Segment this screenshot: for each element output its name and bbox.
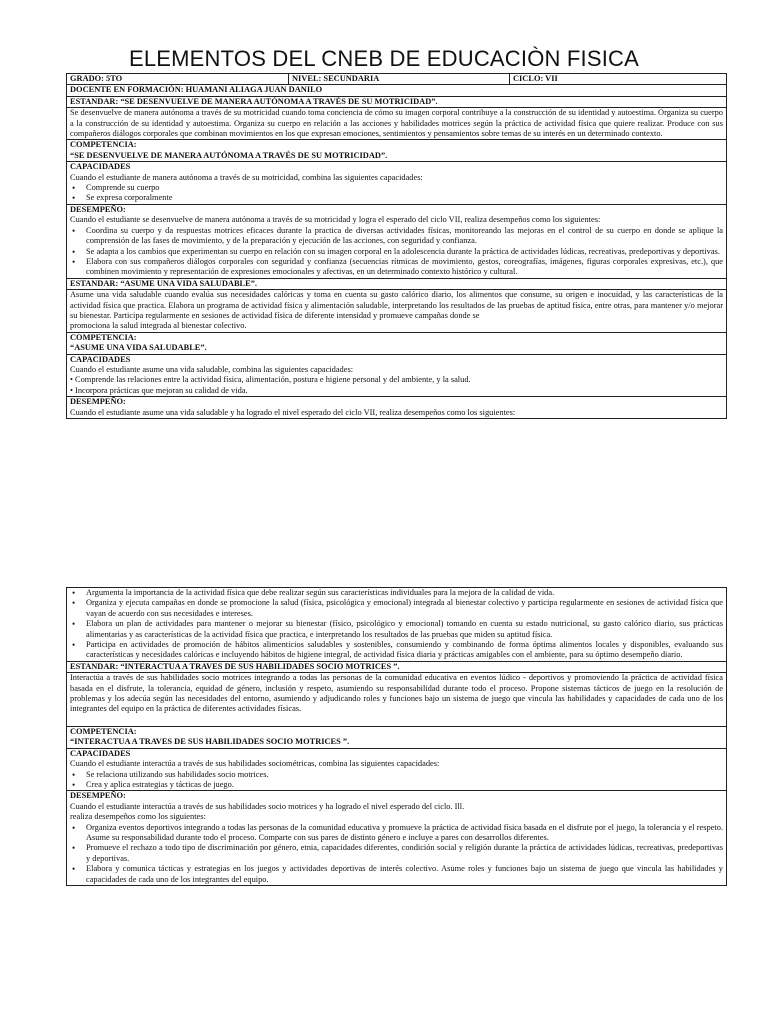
- competencia-3: [67, 726, 727, 748]
- estandar-2-text: [67, 290, 727, 333]
- competencia-2: [67, 332, 727, 354]
- list-item: • Elabora un plan de actividades para mantener o mejorar su bienestar (físico, psicológico y emocional) tomando en cuenta su estado nutricional, su gasto calórico diario, sus prácticas alimentarias y as características de la actividad física que practica, e interpretando los resultados de las pruebas que miden su aptitud física.: [70, 619, 723, 640]
- capacidades-2-label: CAPACIDADES: [70, 354, 131, 364]
- grado-cell: GRADO: 5TO: [67, 74, 289, 85]
- desempeno-2-list: [67, 588, 727, 662]
- list-item: • Elabora y comunica tácticas y estrategias en los juegos y actividades deportivas de interés colectivo. Asume roles y funciones bajo un sistema de juego que vincula las habilidades y capacidades de cada uno de los integrantes del equipo.: [70, 864, 723, 885]
- list-item: • Organiza y ejecuta campañas en donde se promocione la salud (física, psicológica y emocional) integrada al bienestar colectivo y participa regularmente en sesiones de actividad física que vayan de acuerdo con sus necesidades e intereses.: [70, 598, 723, 619]
- list-item: • Elabora con sus compañeros diálogos corporales con seguridad y confianza (secuencias rítmicas de movimiento, gestos, coreografías, imágenes, figuras corporales expresivas, etc.), que combinen movimiento y representación de expresiones emocionales y afectivas, en un determinado contexto histórico y cultural.: [70, 257, 723, 278]
- docente-cell: DOCENTE EN FORMACIÓN: HUAMANI ALIAGA JUAN DANILO: [67, 85, 727, 96]
- competencia-3-name: “INTERACTUA A TRAVES DE SUS HABILIDADES SOCIO MOTRICES ”.: [70, 737, 350, 747]
- list-item: • Crea y aplica estrategias y tácticas de juego.: [70, 780, 723, 790]
- competencia-1-name: “SE DESENVUELVE DE MANERA AUTÓNOMA A TRAVÉS DE SU MOTRICIDAD”.: [70, 150, 388, 160]
- desempeno-1: [67, 204, 727, 278]
- estandar-3-title: ESTANDAR: “INTERACTUA A TRAVES DE SUS HABILIDADES SOCIO MOTRICES ”.: [67, 661, 727, 672]
- estandar-1-title: ESTANDAR: “SE DESENVUELVE DE MANERA AUTÓNOMA A TRAVÉS DE SU MOTRICIDAD”.: [67, 96, 727, 107]
- estandar-3-text: Interactúa a través de sus habilidades socio motrices integrando a todas las personas de la comunidad educativa en eventos lúdico - deportivos y promoviendo la práctica de actividad física basada en el disfrute, la tolerancia, equidad de género, inclusión y respeto, asumiendo su responsabilidad durante todo el proceso. Propone sistemas tácticos de juego en la resolución de problemas y los adecúa según las necesidades del entorno, asumiendo y adjudicando roles y funciones bajo un sistema de juego que vincula las habilidades y capacidades de cada uno de los integrantes del equipo en la práctica de diferentes actividades físicas.: [67, 673, 727, 727]
- list-item: • Coordina su cuerpo y da respuestas motrices eficaces durante la practica de diversas actividades físicas, monitoreando las mejoras en el control de su cuerpo en donde se aplique la comprensión de las fases de movimiento, y de la preparación y ejecución de las acciones, con seguridad y confianza.: [70, 226, 723, 247]
- competencia-1: [67, 140, 727, 162]
- desempeno-3-intro-2: realiza desempeños como los siguientes:: [70, 812, 206, 822]
- list-item: • Participa en actividades de promoción de hábitos alimenticios saludables y sostenibles, consumiendo y combinando de forma óptima alimentos locales y disponibles, evaluando sus características y necesidades calóricas e incluyendo hábitos de higiene integral, de actividad física diaria y prácticas amigables con el ambiente, para su óptimo desempeño diario.: [70, 640, 723, 661]
- capacidades-2: [67, 354, 727, 397]
- competencia-1-label: COMPETENCIA:: [70, 140, 137, 150]
- estandar-1-text: Se desenvuelve de manera autónoma a través de su motricidad cuando toma conciencia de cómo su imagen corporal contribuye a la construcción de su identidad y autoestima. Organiza su cuerpo a la construcción de su identidad y autoestima. Organiza su cuerpo en relación a las acciones y habilidades motrices según la práctica de actividad física que quiere realizar. Produce con sus compañeros diálogos corporales que combinan movimientos en los que expresan emociones, sentimientos y pensamientos sobre temas de su interés en un determinado contexto.: [67, 108, 727, 140]
- list-item: • Se relaciona utilizando sus habilidades socio motrices.: [70, 770, 723, 780]
- desempeno-2-intro: Cuando el estudiante asume una vida saludable y ha logrado el nivel esperado del ciclo VII, realiza desempeños como los siguientes:: [70, 407, 516, 417]
- list-item: • Se adapta a los cambios que experimentan su cuerpo en relación con su imagen corporal en la adolescencia durante la práctica de actividades lúdicas, recreativas, predeportivas y deportivas.: [70, 247, 723, 257]
- estandar-2-paragraph-end: promociona la salud integrada al bienestar colectivo.: [70, 321, 247, 331]
- ciclo-cell: CICLO: VII: [510, 74, 727, 85]
- capacidades-3-intro: Cuando el estudiante interactúa a través de sus habilidades sociométricas, combina las siguientes capacidades:: [70, 759, 440, 769]
- page-title: ELEMENTOS DEL CNEB DE EDUCACIÒN FISICA: [128, 46, 640, 71]
- nivel-cell: NIVEL: SECUNDARIA: [289, 74, 510, 85]
- desempeno-2-header: [67, 397, 727, 419]
- list-item: • Promueve el rechazo a todo tipo de discriminación por género, etnia, capacidades diferentes, condición social y religión durante la práctica de actividades lúdicas, recreativas, predeportivas y deportivas.: [70, 843, 723, 864]
- desempeno-3-label: DESEMPEÑO:: [70, 791, 126, 801]
- header-row: [67, 74, 727, 85]
- list-item: • Organiza eventos deportivos integrando a todas las personas de la comunidad educativa y promueve la práctica de actividad física basada en el disfrute por el juego, la tolerancia y el respeto. Asume su responsabilidad durante todo el proceso. Comparte con sus pares de distinto género e incluye a pares con desarrollos diferentes.: [70, 823, 723, 844]
- list-item: • Se expresa corporalmente: [70, 193, 723, 203]
- list-item: • Argumenta la importancia de la actividad física que debe realizar según sus características individuales para la mejora de la calidad de vida.: [70, 588, 723, 598]
- capacidades-2-intro: Cuando el estudiante asume una vida saludable, combina las siguientes capacidades:: [70, 364, 354, 374]
- capacidades-1: [67, 162, 727, 205]
- list-item: • Comprende su cuerpo: [70, 183, 723, 193]
- capacidades-2-line: • Incorpora prácticas que mejoran su calidad de vida.: [70, 385, 248, 395]
- desempeno-3: [67, 791, 727, 886]
- desempeno-1-intro: Cuando el estudiante se desenvuelve de manera autónoma a través de su motricidad y logra el esperado del ciclo VII, realiza desempeños como los siguientes:: [70, 215, 601, 225]
- desempeno-3-intro: Cuando el estudiante interactúa a través de sus habilidades socio motrices y ha logrado el nivel esperado del ciclo. Ill.: [70, 801, 465, 811]
- estandar-2-title: ESTANDAR: “ASUME UNA VIDA SALUDABLE”.: [67, 278, 727, 289]
- desempeno-2-label: DESEMPEÑO:: [70, 397, 126, 407]
- capacidades-3: [67, 748, 727, 791]
- competencia-2-label: COMPETENCIA:: [70, 332, 137, 342]
- cneb-table-page-1: [66, 73, 727, 419]
- desempeno-1-label: DESEMPEÑO:: [70, 204, 126, 214]
- competencia-3-label: COMPETENCIA:: [70, 726, 137, 736]
- capacidades-2-line: • Comprende las relaciones entre la actividad física, alimentación, postura e higiene personal y del ambiente, y la salud.: [70, 375, 471, 385]
- capacidades-1-label: CAPACIDADES: [70, 162, 131, 172]
- capacidades-1-intro: Cuando el estudiante de manera autónoma a través de su motricidad, combina las siguientes capacidades:: [70, 172, 423, 182]
- capacidades-3-label: CAPACIDADES: [70, 748, 131, 758]
- estandar-2-paragraph: Asume una vida saludable cuando evalúa sus necesidades calóricas y toma en cuenta su gasto calórico diario, los alimentos que consume, su origen e inocuidad, y las características de la actividad física que practica. Elabora un programa de actividad física y alimentación saludable, interpretando los resultados de las pruebas de aptitud física, entre otras, para mantener y/o mejorar su bienestar. Participa regularmente en sesiones de actividad física de diferente intensidad y promueve campañas donde se: [70, 290, 723, 320]
- competencia-2-name: “ASUME UNA VIDA SALUDABLE”.: [70, 343, 207, 353]
- cneb-table-page-2: [66, 587, 727, 886]
